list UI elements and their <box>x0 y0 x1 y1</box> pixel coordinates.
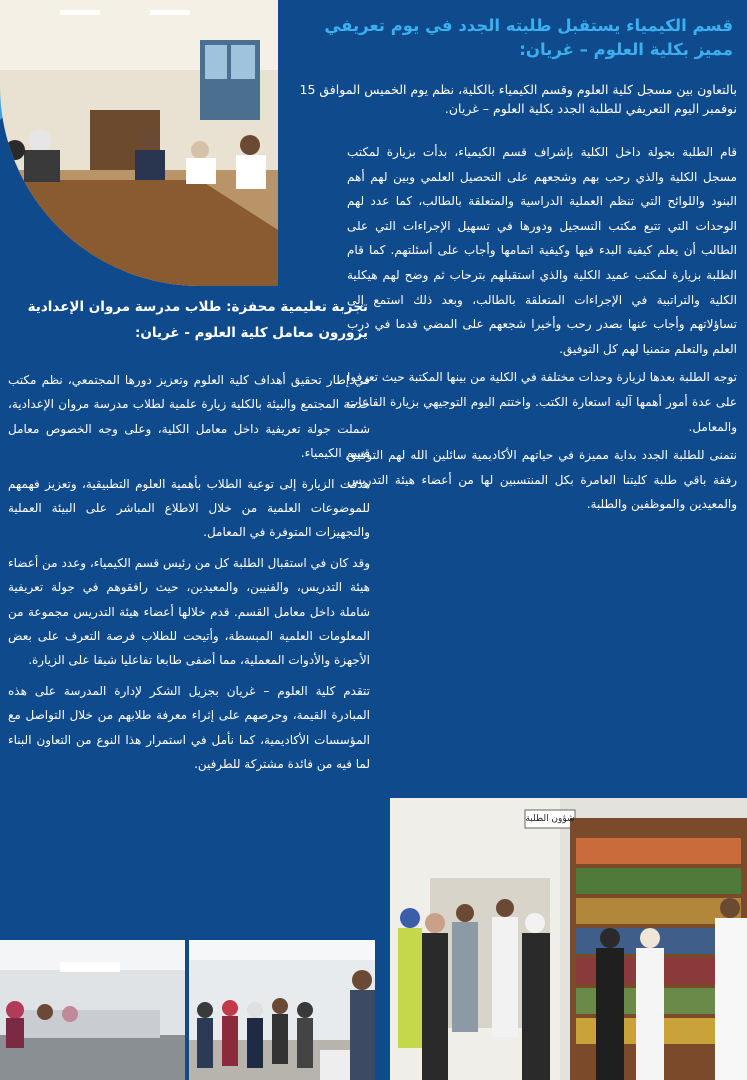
article1-paragraph: قام الطلبة بجولة داخل الكلية بإشراف قسم الكيمياء، بدأت بزيارة لمكتب مسجل الكلية والذي رحب بهم وشجعهم على التحصيل العلمي وبين لهم أهم البنود واللوائح التي تنظم العملية الدراسية والمتعلقة بالطالب، كما عدد لهم الوحدات التي تتبع مكتب التسجيل ودورها في تسهيل الإجراءات التي على الطالب أن يعلم كيفية البدء فيها وكيفية اتمامها وأجاب على أسئلتهم. كما قام الطلبة بزيارة لمكتب عميد الكلية والذي استقبلهم بترحاب ثم وضح لهم هيكلية الكلية والتراتبية في الإجراءات المتعلقة بالطالب، وبعد ذلك استمع إلى تساؤلاتهم وأجاب عنها بصدر رحب وأخيرا شجعهم على المضي قدما في درب العلم والتعلم متمنيا لهم كل التوفيق. <box>347 145 737 356</box>
library-visit-photo <box>390 798 747 1080</box>
article1-intro: بالتعاون بين مسجل كلية العلوم وقسم الكيمياء بالكلية، نظم يوم الخميس الموافق 15 نوفمبر اليوم التعريفي للطلبة الجدد بكلية العلوم – غريان. <box>299 82 737 116</box>
meeting-room-photo <box>0 0 278 286</box>
article1-body <box>347 140 737 521</box>
article2-paragraph: في إطار تحقيق أهداف كلية العلوم وتعزيز دورها المجتمعي، نظم مكتب خدمة المجتمع والبيئة بالكلية زيارة علمية لطلاب مدرسة مروان الإعدادية، شملت جولة تعريفية داخل معامل الكلية، وعلى وجه الخصوص معامل قسم الكيمياء. <box>8 373 370 461</box>
article2-paragraph: وقد كان في استقبال الطلبة كل من رئيس قسم الكيمياء، وعدد من أعضاء هيئة التدريس، والفنيين، والمعيدين، حيث رافقوهم في جولة تعريفية شاملة داخل معامل القسم. قدم خلالها أعضاء هيئة التدريس مجموعة من المعلومات العلمية المبسطة، وأتيحت للطلاب فرصة التعرف على بعض الأجهزة والأدوات المعملية، مما أضفى طابعا تفاعليا شيقا على الزيارة. <box>8 555 370 668</box>
article2-paragraph: هدفت الزيارة إلى توعية الطلاب بأهمية العلوم التطبيقية، وتعزيز فهمهم للموضوعات العلمية من خلال الاطلاع المباشر على البيئة العملية والتجهيزات المتوفرة في المعامل. <box>8 476 370 540</box>
article2-body <box>8 368 370 783</box>
library-sign-label: شؤون الطلبة <box>525 814 575 824</box>
article2-title: تجربة تعليمية محفزة: طلاب مدرسة مروان الإعدادية يزورون معامل كلية العلوم - غريان: <box>27 299 368 341</box>
article2-paragraph: تتقدم كلية العلوم – غريان بجزيل الشكر لإدارة المدرسة على هذه المبادرة القيمة، وحرصهم على إثراء معرفة طلابهم من خلال التواصل مع المؤسسات الأكاديمية، كما نأمل في استمرار هذا النوع من التعاون البناء لما فيه من فائدة مشتركة للطرفين. <box>8 683 370 772</box>
article1-paragraph: توجه الطلبة بعدها لزيارة وحدات مختلفة في الكلية من بينها المكتبة حيث تعرفوا على عدة أمور أهمها آلية استعارة الكتب. واختتم اليوم التوجيهي بزيارة القاعات والمعامل. <box>347 370 737 434</box>
lab-visit-photos <box>0 940 375 1080</box>
article1-paragraph: نتمنى للطلبة الجدد بداية مميزة في حياتهم الأكاديمية سائلين الله لهم التوفيق رفقة باقي طلبة كليتنا العامرة بكل المنتسبين لها من أعضاء هيئة التدريس والمعيدين والموظفين والطلبة. <box>347 448 737 512</box>
article1-title: قسم الكيمياء يستقبل طلبته الجدد في يوم تعريفي مميز بكلية العلوم – غريان: <box>324 16 733 59</box>
